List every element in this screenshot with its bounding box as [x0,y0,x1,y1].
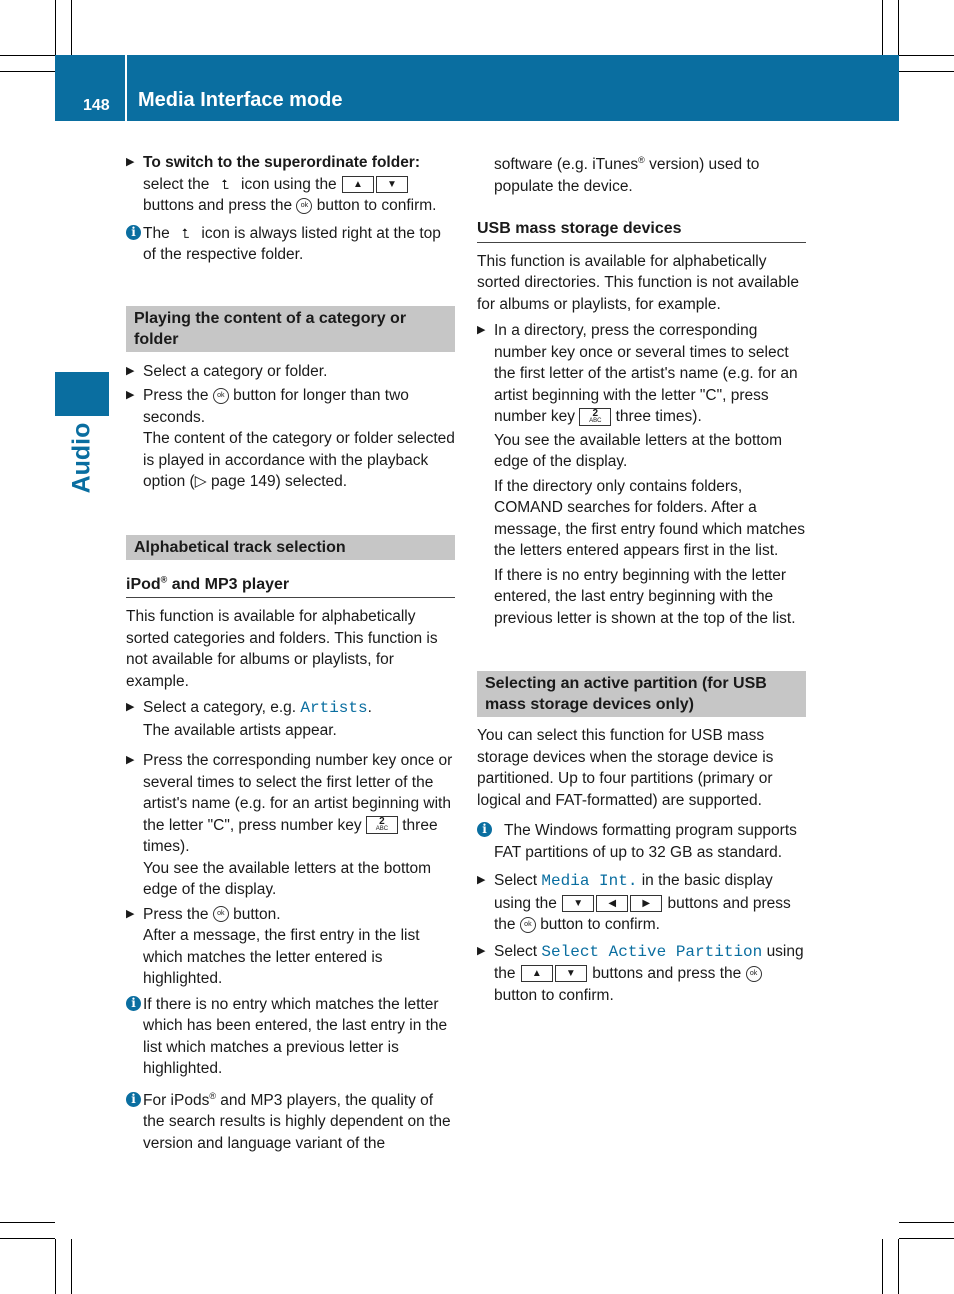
side-tab-label: Audio [67,422,96,494]
list-item: ▶ In a directory, press the corresponding number key once or several times to select the first letter of the artist's name (e.g. for an artist beginning with the letter "C", press number key 2 ABC three times). You see the available letters at the bottom edge of the display. If the directory only contains folders, COMAND searches for folders. After a message, the first entry found which matches the letters entered appears first in the list. If there is no entry beginning with the letter entered, the last entry beginning with the previous letter is shown at the top of the list. [477,322,806,627]
list-item: ▶ Press the ok button for longer than two seconds. The content of the category or folder selected is played in accordance with the playback option (▷ page 149) selected. [126,387,455,490]
right-arrow-key-icon: ▶ [630,895,662,912]
crop-mark [0,55,55,56]
bullet-arrow-icon: ▶ [126,364,135,377]
folder-up-icon: ⮤ [221,176,230,192]
right-column [477,150,806,1006]
crop-mark [899,55,954,56]
info-note: i For iPods® and MP3 players, the quality of the search results is highly dependent on the version and language variant of the [126,1090,455,1155]
paragraph: This function is available for alphabetically sorted directories. This function is not available for albums or playlists, for example. [477,252,799,313]
crop-mark [899,1222,954,1223]
crop-mark [898,0,899,55]
list-item: ▶ Press the ok button. After a message, the first entry in the list which matches the letter entered is highlighted. [126,905,420,987]
down-arrow-key-icon: ▼ [555,965,587,982]
section-heading: Selecting an active partition (for USB mass storage devices only) [477,671,806,717]
number-key-2-icon: 2 ABC [579,408,611,426]
ok-button-icon: ok [213,906,229,922]
crop-mark [898,1239,899,1294]
bullet-arrow-icon: ▶ [477,874,486,886]
info-icon: i [126,996,141,1011]
list-item: ▶ Select a category, e.g. Artists. The available artists appear. [126,699,372,739]
folder-up-icon: ⮤ [181,225,190,241]
bullet-arrow-icon: ▶ [126,907,135,920]
up-arrow-key-icon: ▲ [521,965,553,982]
bullet-arrow-icon: ▶ [477,944,486,957]
section-heading: Playing the content of a category or folder [126,306,455,352]
number-key-2-icon: 2 ABC [366,816,398,834]
side-tab-marker [55,372,109,416]
up-arrow-key-icon: ▲ [342,176,374,193]
subsection-heading: USB mass storage devices [477,218,806,243]
info-note: i If there is no entry which matches the letter which has been entered, the last entry in the list which matches a previous letter is highlighted. [126,994,455,1080]
info-note: i The ⮤ icon is always listed right at the top of the respective folder. [126,223,455,266]
list-item: ▶ Select Select Active Partition using the ▲ ▼ buttons and press the ok button to confirm. [477,942,804,1004]
list-item: ▶ To switch to the superordinate folder: select the ⮤ icon using the ▲ ▼ buttons and press the ok button to confirm. [126,154,437,214]
crop-mark [0,1222,55,1223]
crop-mark [55,1239,56,1294]
list-item: ▶ Select Media Int. in the basic display using the ▼ ◀ ▶ buttons and press the ok button to confirm. [477,872,791,933]
crop-mark [71,0,72,55]
subsection-heading: iPod® and MP3 player [126,574,455,599]
info-note: i The Windows formatting program supports FAT partitions of up to 32 GB as standard. [477,820,806,863]
page-ref-icon: ▷ [194,473,207,490]
crop-mark [0,1238,55,1239]
page-number: 148 [83,97,110,114]
ok-button-icon: ok [213,388,229,404]
crop-mark [899,71,954,72]
paragraph: You can select this function for USB mass storage devices when the storage device is partitioned. Up to four partitions (primary or logical and FAT-formatted) are supported. [477,727,774,809]
crop-mark [882,1239,883,1294]
left-column [126,150,455,1154]
bullet-arrow-icon: ▶ [126,389,135,401]
bullet-arrow-icon: ▶ [477,324,486,336]
bullet-arrow-icon: ▶ [126,754,135,766]
ok-button-icon: ok [746,966,762,982]
display-text: Select Active Partition [541,942,763,961]
down-arrow-key-icon: ▼ [376,176,408,193]
paragraph: This function is available for alphabetically sorted categories and folders. This function is not available for albums or playlists, for example. [126,608,438,690]
header-divider [125,55,127,121]
list-item: ▶ Select a category or folder. [126,361,455,383]
info-icon: i [126,225,141,240]
display-text: Artists [300,699,368,717]
info-icon: i [126,1092,141,1107]
crop-mark [71,1239,72,1294]
ok-button-icon: ok [520,917,536,933]
page-title: Media Interface mode [138,89,343,111]
crop-mark [55,0,56,55]
crop-mark [882,0,883,55]
crop-mark [0,71,55,72]
bullet-arrow-icon: ▶ [126,701,135,713]
display-text: Media Int. [541,872,638,890]
section-heading: Alphabetical track selection [126,535,455,560]
list-item: ▶ Press the corresponding number key once or several times to select the first letter of the artist's name (e.g. for an artist beginning with the letter "C", press number key 2 ABC three times). You see the available letters at the bottom edge of the display. [126,752,453,898]
left-arrow-key-icon: ◀ [596,895,628,912]
down-arrow-key-icon: ▼ [562,895,594,912]
info-icon: i [477,822,492,837]
paragraph: software (e.g. iTunes® version) used to populate the device. [494,154,760,195]
bullet-arrow-icon: ▶ [126,156,135,168]
crop-mark [899,1238,954,1239]
ok-button-icon: ok [296,198,312,214]
